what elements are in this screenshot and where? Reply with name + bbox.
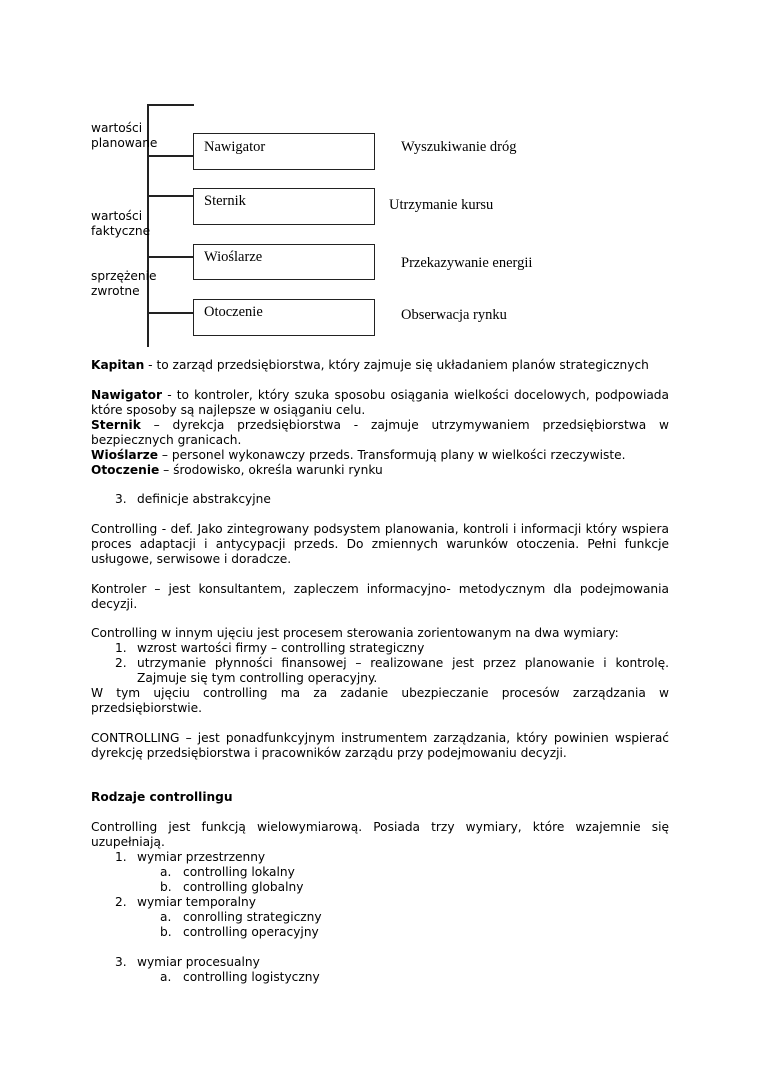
term-otoczenie: Otoczenie (91, 463, 160, 477)
term-sternik: Sternik (91, 418, 141, 432)
connector-wioslarze (147, 256, 194, 258)
wymiar-list-number-1: 1. (115, 641, 127, 655)
box-sternik: Sternik (193, 188, 375, 225)
paragraph-w-tym-ujeciu: W tym ujęciu controlling ma za zadanie ubezpieczanie procesów zarządzania w przedsiębiorstwie. (91, 686, 669, 715)
box-nawigator: Nawigator (193, 133, 375, 170)
rodzaje-1-sub-a: controlling lokalny (183, 865, 295, 879)
paragraph-controlling-def: Controlling - def. Jako zintegrowany podsystem planowania, kontroli i informacji który wspiera proces adaptacji i antycypacji przeds. Do zmiennych warunków otoczenia. Pełni funkcje usługowe, serwisowe i doradcze. (91, 522, 669, 566)
diagram-top-line (147, 104, 194, 106)
section3-label: definicje abstrakcyjne (137, 492, 271, 506)
rodzaje-1-sub-b: controlling globalny (183, 880, 304, 894)
term-nawigator: Nawigator (91, 388, 163, 402)
desc-sternik: Utrzymanie kursu (389, 197, 494, 213)
definition-otoczenie: Otoczenie – środowisko, określa warunki rynku (91, 463, 383, 477)
label-wartosci-faktyczne: wartości faktyczne (91, 209, 151, 238)
desc-wioslarze: Przekazywanie energii (401, 255, 533, 271)
rodzaje-number-1: 1. (115, 850, 127, 864)
section3-number: 3. (115, 492, 127, 506)
rodzaje-2-sub-letter-b: b. (160, 925, 172, 939)
rodzaje-2-sub-letter-a: a. (160, 910, 172, 924)
definition-nawigator: Nawigator - to kontroler, który szuka sposobu osiągania wielkości docelowych, podpowiada które sposoby są najlepsze w osiąganiu celu. (91, 388, 669, 417)
wymiar-list-item-2: utrzymanie płynności finansowej – realizowane jest przez planowanie i kontrolę. Zajmuje się tym controlling operacyjny. (137, 656, 669, 685)
label-sprzezenie-zwrotne: sprzężenie zwrotne (91, 269, 157, 298)
rodzaje-item-1: wymiar przestrzenny (137, 850, 266, 864)
rodzaje-1-sub-letter-a: a. (160, 865, 172, 879)
paragraph-kontroler: Kontroler – jest konsultantem, zapleczem informacyjno- metodycznym dla podejmowania decyzji. (91, 582, 669, 611)
heading-rodzaje-controllingu: Rodzaje controllingu (91, 790, 233, 804)
rodzaje-1-sub-letter-b: b. (160, 880, 172, 894)
wymiar-list-number-2: 2. (115, 656, 127, 670)
definition-wioslarze: Wioślarze – personel wykonawczy przeds. Transformują plany w wielkości rzeczywiste. (91, 448, 626, 462)
definition-sternik: Sternik – dyrekcja przedsiębiorstwa - zajmuje utrzymywaniem przedsiębiorstwa w bezpiecznych granicach. (91, 418, 669, 447)
term-wioslarze: Wioślarze (91, 448, 159, 462)
box-wioslarze: Wioślarze (193, 244, 375, 280)
box-otoczenie: Otoczenie (193, 299, 375, 336)
rodzaje-3-sub-letter-a: a. (160, 970, 172, 984)
rodzaje-3-sub-a: controlling logistyczny (183, 970, 320, 984)
term-kapitan: Kapitan (91, 358, 145, 372)
connector-sternik (147, 195, 194, 197)
connector-otoczenie (147, 312, 194, 314)
rodzaje-item-3: wymiar procesualny (137, 955, 260, 969)
rodzaje-2-sub-a: conrolling strategiczny (183, 910, 322, 924)
connector-nawigator (147, 155, 194, 157)
definition-kapitan: Kapitan - to zarząd przedsiębiorstwa, który zajmuje się układaniem planów strategicznych (91, 358, 649, 372)
rodzaje-2-sub-b: controlling operacyjny (183, 925, 319, 939)
rodzaje-item-2: wymiar temporalny (137, 895, 256, 909)
paragraph-controlling-caps: CONTROLLING – jest ponadfunkcyjnym instrumentem zarządzania, który powinien wspierać dyrekcję przedsiębiorstwa i pracowników zarządu przy podejmowaniu decyzji. (91, 731, 669, 760)
paragraph-innym-ujeciu: Controlling w innym ujęciu jest procesem sterowania zorientowanym na dwa wymiary: (91, 626, 619, 640)
desc-otoczenie: Obserwacja rynku (401, 307, 507, 323)
label-wartosci-planowane: wartości planowane (91, 121, 158, 150)
desc-nawigator: Wyszukiwanie dróg (401, 139, 517, 155)
rodzaje-number-2: 2. (115, 895, 127, 909)
wymiar-list-item-1: wzrost wartości firmy – controlling strategiczny (137, 641, 425, 655)
rodzaje-number-3: 3. (115, 955, 127, 969)
paragraph-rodzaje-intro: Controlling jest funkcją wielowymiarową. Posiada trzy wymiary, które wzajemnie się uzupełniają. (91, 820, 669, 849)
